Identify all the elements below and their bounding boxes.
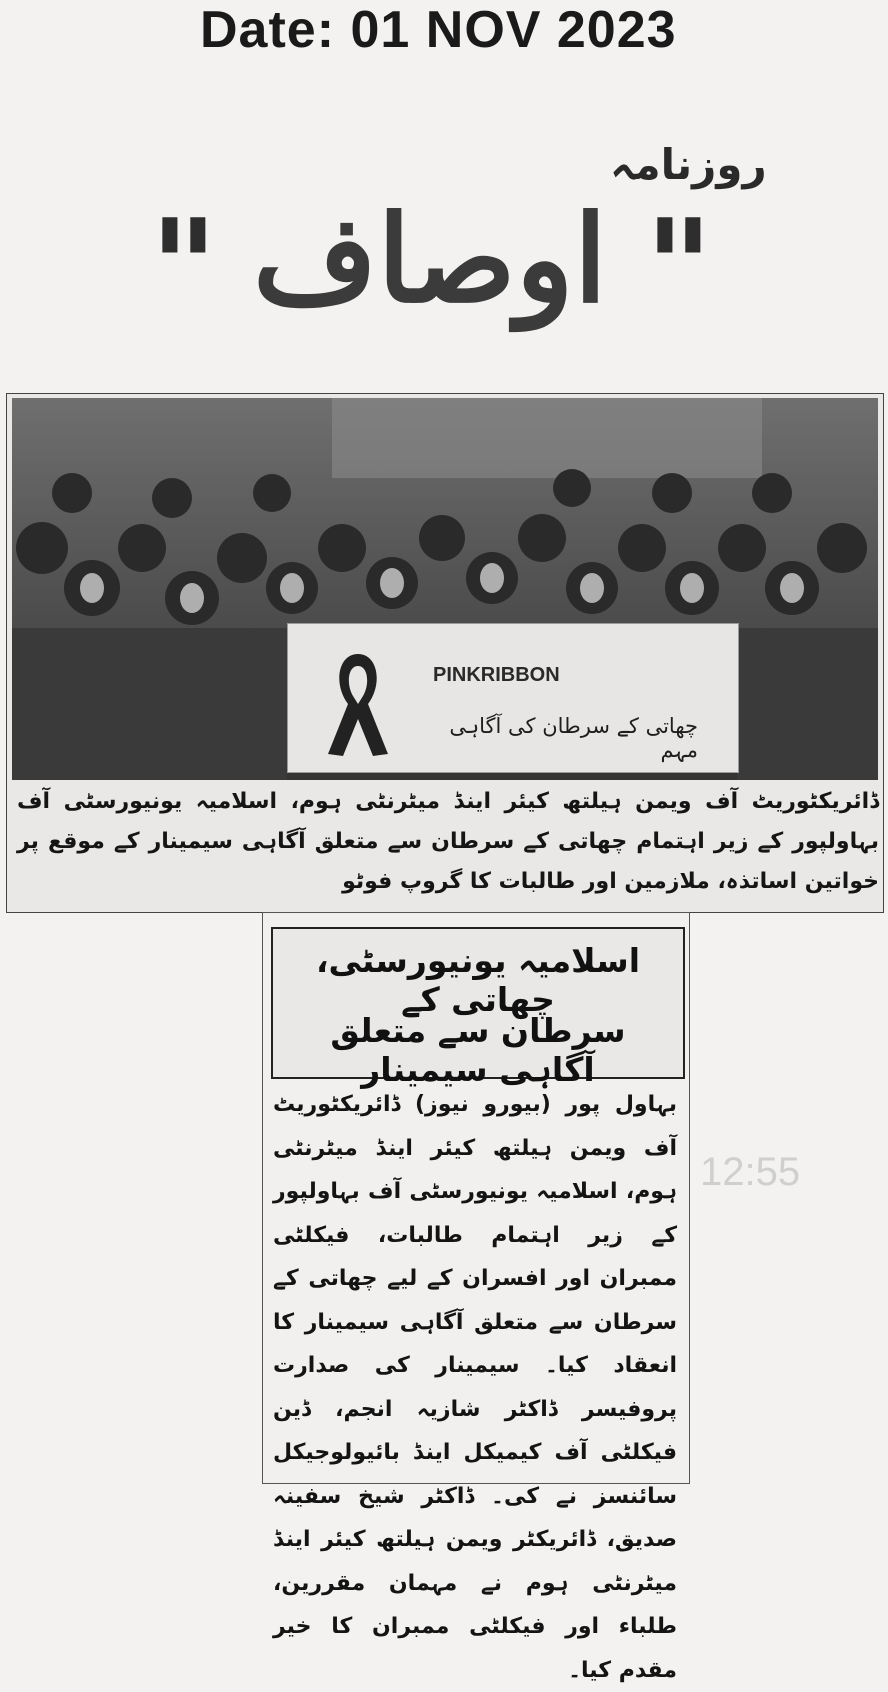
newspaper-title: اوصاف <box>252 189 608 330</box>
banner-brand: PINKRIBBON <box>433 664 560 686</box>
headline-line-2: سرطان سے متعلق آگاہی سیمینار <box>330 1011 626 1089</box>
quote-left: " <box>150 190 218 343</box>
banner-text: چھاتی کے سرطان کی آگاہی مہم <box>449 714 698 762</box>
quote-right: " <box>645 190 713 343</box>
news-article <box>262 912 690 1683</box>
ribbon-icon <box>318 644 398 759</box>
group-photo <box>12 398 878 780</box>
background-mark: 12:55 <box>700 1150 801 1194</box>
date-stamp: Date: 01 NOV 2023 <box>200 1 677 59</box>
newspaper-subtitle: روزنامہ <box>610 140 767 189</box>
photo-caption: ڈائریکٹوریٹ آف ویمن ہیلتھ کیئر اینڈ میٹرنٹی ہوم، اسلامیہ یونیورسٹی آف بہاولپور کے زیر اہتمام چھاتی کے سرطان سے متعلق آگاہی سیمینار کے موقع پر خواتین اساتذہ، ملازمین اور طالبات کا گروپ فوٹو <box>17 789 879 894</box>
photo-clipping <box>6 393 884 913</box>
article-headline <box>271 927 685 1089</box>
headline-line-1: اسلامیہ یونیورسٹی، چھاتی کے <box>315 941 641 1019</box>
article-body: بہاول پور (بیورو نیوز) ڈائریکٹوریٹ آف ویمن ہیلتھ کیئر اینڈ میٹرنٹی ہوم، اسلامیہ یونیورسٹی آف بہاولپور کے زیر اہتمام طالبات، فیکلٹی ممبران اور افسران کے لیے چھاتی کے سرطان سے متعلق آگاہی سیمینار کا انعقاد کیا۔ سیمینار کی صدارت پروفیسر ڈاکٹر شازیہ انجم، ڈین فیکلٹی آف کیمیکل اینڈ بائیولوجیکل سائنسز نے کی۔ ڈاکٹر شیخ سفینہ صدیق، ڈائریکٹر ویمن ہیلتھ کیئر اینڈ میٹرنٹی ہوم نے مہمان مقررین، طلباء اور فیکلٹی ممبران کا خیر مقدم کیا۔ <box>273 1092 677 1683</box>
pink-ribbon-banner <box>287 623 739 773</box>
